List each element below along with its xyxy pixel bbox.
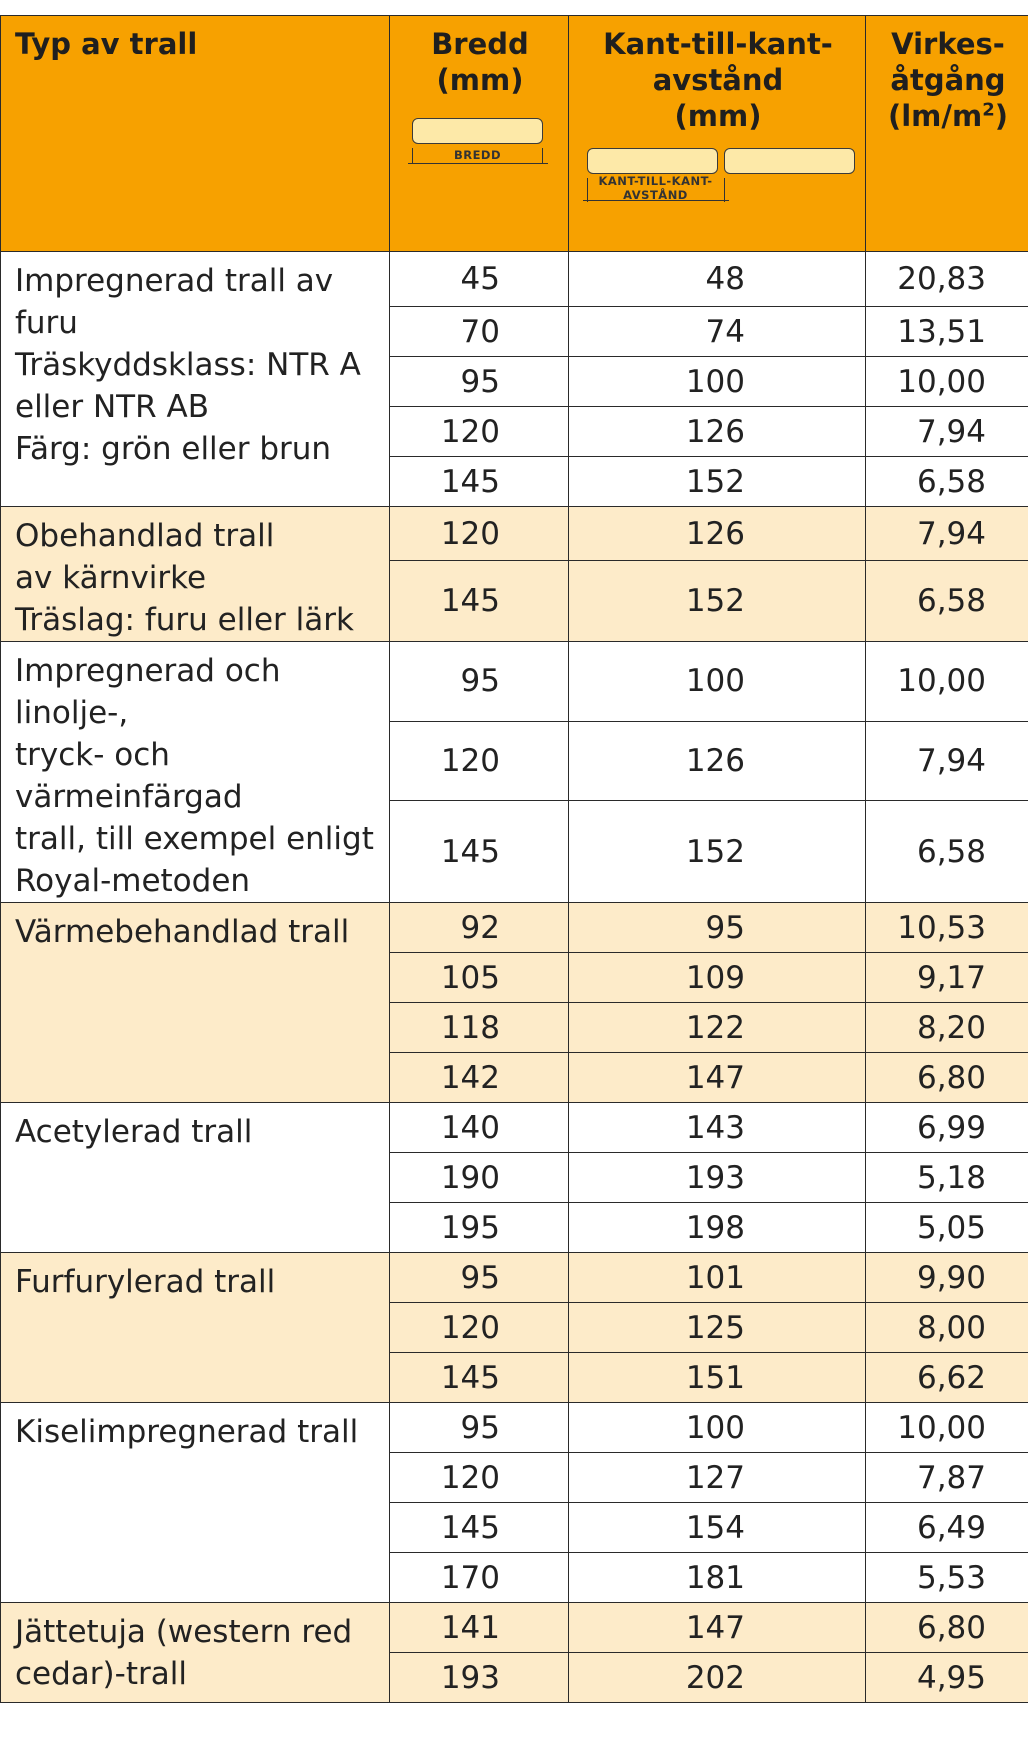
table-row [1,1253,1028,1303]
width-cell: 120 [390,407,569,457]
table-row [1,1103,1028,1153]
board-icon [412,118,543,144]
consumption-cell: 9,90 [866,1253,1028,1303]
dimension-line [408,163,548,164]
width-cell: 105 [390,953,569,1003]
width-diagram [390,118,568,198]
header-consumption-label [866,16,1028,134]
spacing-cell: 181 [569,1553,866,1603]
header-spacing [569,16,866,252]
width-cell: 145 [390,1353,569,1403]
width-cell: 70 [390,307,569,357]
spacing-diagram [569,148,865,228]
header-type-label: Typ av trall [15,27,198,61]
consumption-cell: 6,62 [866,1353,1028,1403]
width-cell: 145 [390,457,569,507]
spacing-cell: 122 [569,1003,866,1053]
table-row [1,1403,1028,1453]
consumption-cell: 5,18 [866,1153,1028,1203]
width-cell: 141 [390,1603,569,1653]
table-row [1,1603,1028,1653]
spacing-cell: 95 [569,903,866,953]
decking-type-cell: Acetylerad trall [1,1103,390,1253]
consumption-cell: 8,20 [866,1003,1028,1053]
consumption-cell: 10,00 [866,1403,1028,1453]
consumption-cell: 10,00 [866,357,1028,407]
consumption-cell: 6,80 [866,1053,1028,1103]
spacing-cell: 126 [569,407,866,457]
consumption-cell: 7,87 [866,1453,1028,1503]
spacing-cell: 154 [569,1503,866,1553]
consumption-cell: 13,51 [866,307,1028,357]
spacing-cell: 127 [569,1453,866,1503]
consumption-cell: 4,95 [866,1653,1028,1703]
header-consumption-unit-post: ) [994,99,1009,133]
width-cell: 45 [390,252,569,307]
header-consumption-sup: 2 [982,99,995,121]
width-cell: 170 [390,1553,569,1603]
decking-type-cell: Värmebehandlad trall [1,903,390,1103]
board-icon [587,148,718,174]
diagram-spacing-label: KANT-TILL-KANT- AVSTÅND [598,174,713,202]
spacing-cell: 126 [569,721,866,801]
spacing-cell: 151 [569,1353,866,1403]
width-cell: 95 [390,1253,569,1303]
spacing-cell: 202 [569,1653,866,1703]
consumption-cell: 10,00 [866,642,1028,722]
spacing-cell: 100 [569,357,866,407]
consumption-cell: 6,80 [866,1603,1028,1653]
width-cell: 190 [390,1153,569,1203]
table-row [1,903,1028,953]
spacing-cell: 109 [569,953,866,1003]
consumption-cell: 7,94 [866,407,1028,457]
header-width-label: Bredd (mm) [431,27,529,97]
spacing-cell: 152 [569,801,866,903]
width-cell: 95 [390,642,569,722]
width-cell: 120 [390,507,569,561]
table-row [1,642,1028,722]
header-consumption [866,16,1028,252]
header-row [1,16,1028,252]
decking-type-cell: Furfurylerad trall [1,1253,390,1403]
decking-type-cell: Obehandlad trall av kärnvirke Träslag: furu eller lärk [1,507,390,642]
table-row [1,252,1028,307]
width-cell: 120 [390,721,569,801]
dimension-tick [724,178,725,202]
consumption-cell: 6,58 [866,801,1028,903]
spacing-cell: 152 [569,457,866,507]
diagram-width-label: BREDD [453,148,502,162]
spacing-cell: 147 [569,1053,866,1103]
spacing-cell: 100 [569,1403,866,1453]
consumption-cell: 6,49 [866,1503,1028,1553]
consumption-cell: 6,58 [866,561,1028,642]
spacing-cell: 152 [569,561,866,642]
consumption-cell: 20,83 [866,252,1028,307]
consumption-cell: 8,00 [866,1303,1028,1353]
consumption-cell: 5,05 [866,1203,1028,1253]
width-cell: 120 [390,1303,569,1353]
consumption-cell: 9,17 [866,953,1028,1003]
spacing-cell: 143 [569,1103,866,1153]
consumption-cell: 10,53 [866,903,1028,953]
width-cell: 95 [390,357,569,407]
header-spacing-label: Kant-till-kant- avstånd (mm) [603,27,833,133]
decking-type-cell: Impregnerad trall av furu Träskyddsklass: NTR A eller NTR AB Färg: grön eller brun [1,252,390,507]
width-cell: 92 [390,903,569,953]
consumption-cell: 5,53 [866,1553,1028,1603]
width-cell: 118 [390,1003,569,1053]
decking-type-cell: Kiselimpregnerad trall [1,1403,390,1603]
width-cell: 145 [390,801,569,903]
decking-type-cell: Impregnerad och linolje-, tryck- och värmeinfärgad trall, till exempel enligt Royal-metoden [1,642,390,903]
header-consumption-line2: åtgång [890,63,1006,97]
header-width [390,16,569,252]
spacing-cell: 48 [569,252,866,307]
consumption-cell: 6,58 [866,457,1028,507]
header-consumption-unit-pre: (lm/m [887,99,983,133]
spacing-cell: 147 [569,1603,866,1653]
table-row [1,507,1028,561]
width-cell: 95 [390,1403,569,1453]
decking-type-cell: Jättetuja (western red cedar)-trall [1,1603,390,1703]
consumption-cell: 7,94 [866,507,1028,561]
table-body [1,252,1028,1703]
spacing-cell: 100 [569,642,866,722]
consumption-cell: 6,99 [866,1103,1028,1153]
spacing-cell: 74 [569,307,866,357]
width-cell: 140 [390,1103,569,1153]
consumption-cell: 7,94 [866,721,1028,801]
width-cell: 120 [390,1453,569,1503]
header-type [1,16,390,252]
spacing-cell: 126 [569,507,866,561]
board-icon [724,148,855,174]
spacing-cell: 193 [569,1153,866,1203]
width-cell: 142 [390,1053,569,1103]
spacing-cell: 101 [569,1253,866,1303]
width-cell: 145 [390,561,569,642]
header-consumption-line1: Virkes- [891,27,1005,61]
width-cell: 145 [390,1503,569,1553]
spacing-cell: 125 [569,1303,866,1353]
width-cell: 193 [390,1653,569,1703]
width-cell: 195 [390,1203,569,1253]
spacing-cell: 198 [569,1203,866,1253]
decking-table [0,15,1028,1703]
